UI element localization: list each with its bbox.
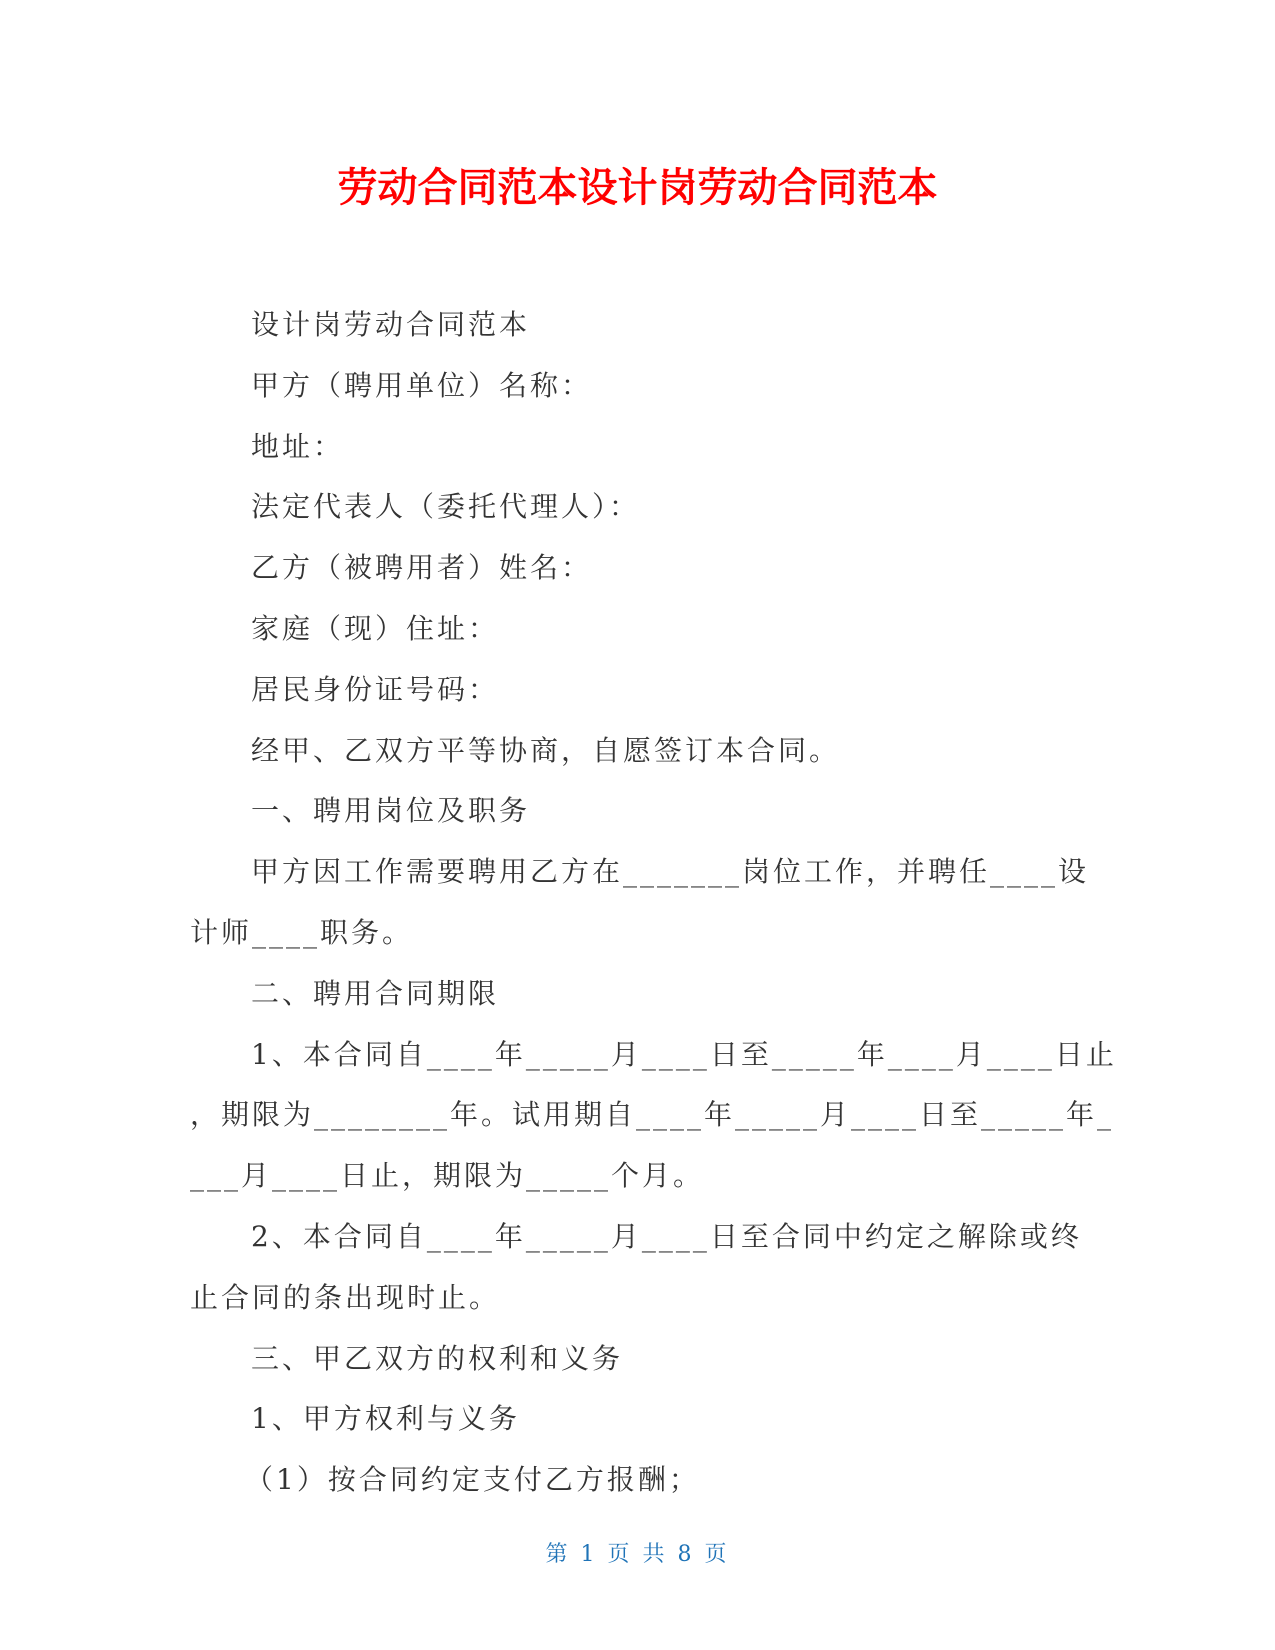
doc-line: 法定代表人（委托代理人）：: [251, 490, 641, 524]
doc-line: ___月____日止，期限为_____个月。: [190, 1159, 705, 1193]
doc-line: 止合同的条出现时止。: [190, 1280, 501, 1314]
doc-line: 计师____职务。: [190, 915, 414, 949]
section-heading: 二、聘用合同期限: [251, 976, 500, 1010]
doc-line: 1、本合同自____年_____月____日至_____年____月____日止: [251, 1037, 1117, 1071]
doc-line: 设计岗劳动合同范本: [251, 308, 531, 341]
doc-line: 居民身份证号码：: [251, 672, 500, 706]
doc-line: 地址：: [251, 429, 345, 463]
doc-line: （1）按合同约定支付乙方报酬；: [245, 1463, 700, 1497]
contract-body: [190, 295, 1117, 1511]
doc-line: 家庭（现）住址：: [251, 611, 500, 645]
doc-line: 2、本合同自____年_____月____日至合同中约定之解除或终: [251, 1219, 1082, 1253]
section-heading: 三、甲乙双方的权利和义务: [251, 1341, 624, 1375]
doc-line: ，期限为________年。试用期自____年_____月____日至_____年_: [190, 1098, 1115, 1132]
doc-line: 1、甲方权利与义务: [251, 1402, 520, 1436]
document-title: 劳动合同范本设计岗劳动合同范本: [337, 165, 938, 211]
doc-line: 甲方（聘用单位）名称：: [251, 368, 593, 402]
page-number: 第 1 页 共 8 页: [545, 1542, 730, 1567]
section-heading: 一、聘用岗位及职务: [251, 794, 531, 828]
doc-line: 经甲、乙双方平等协商，自愿签订本合同。: [251, 733, 841, 767]
doc-line: 乙方（被聘用者）姓名：: [251, 551, 593, 585]
doc-line: 甲方因工作需要聘用乙方在_______岗位工作，并聘任____设: [251, 855, 1090, 889]
